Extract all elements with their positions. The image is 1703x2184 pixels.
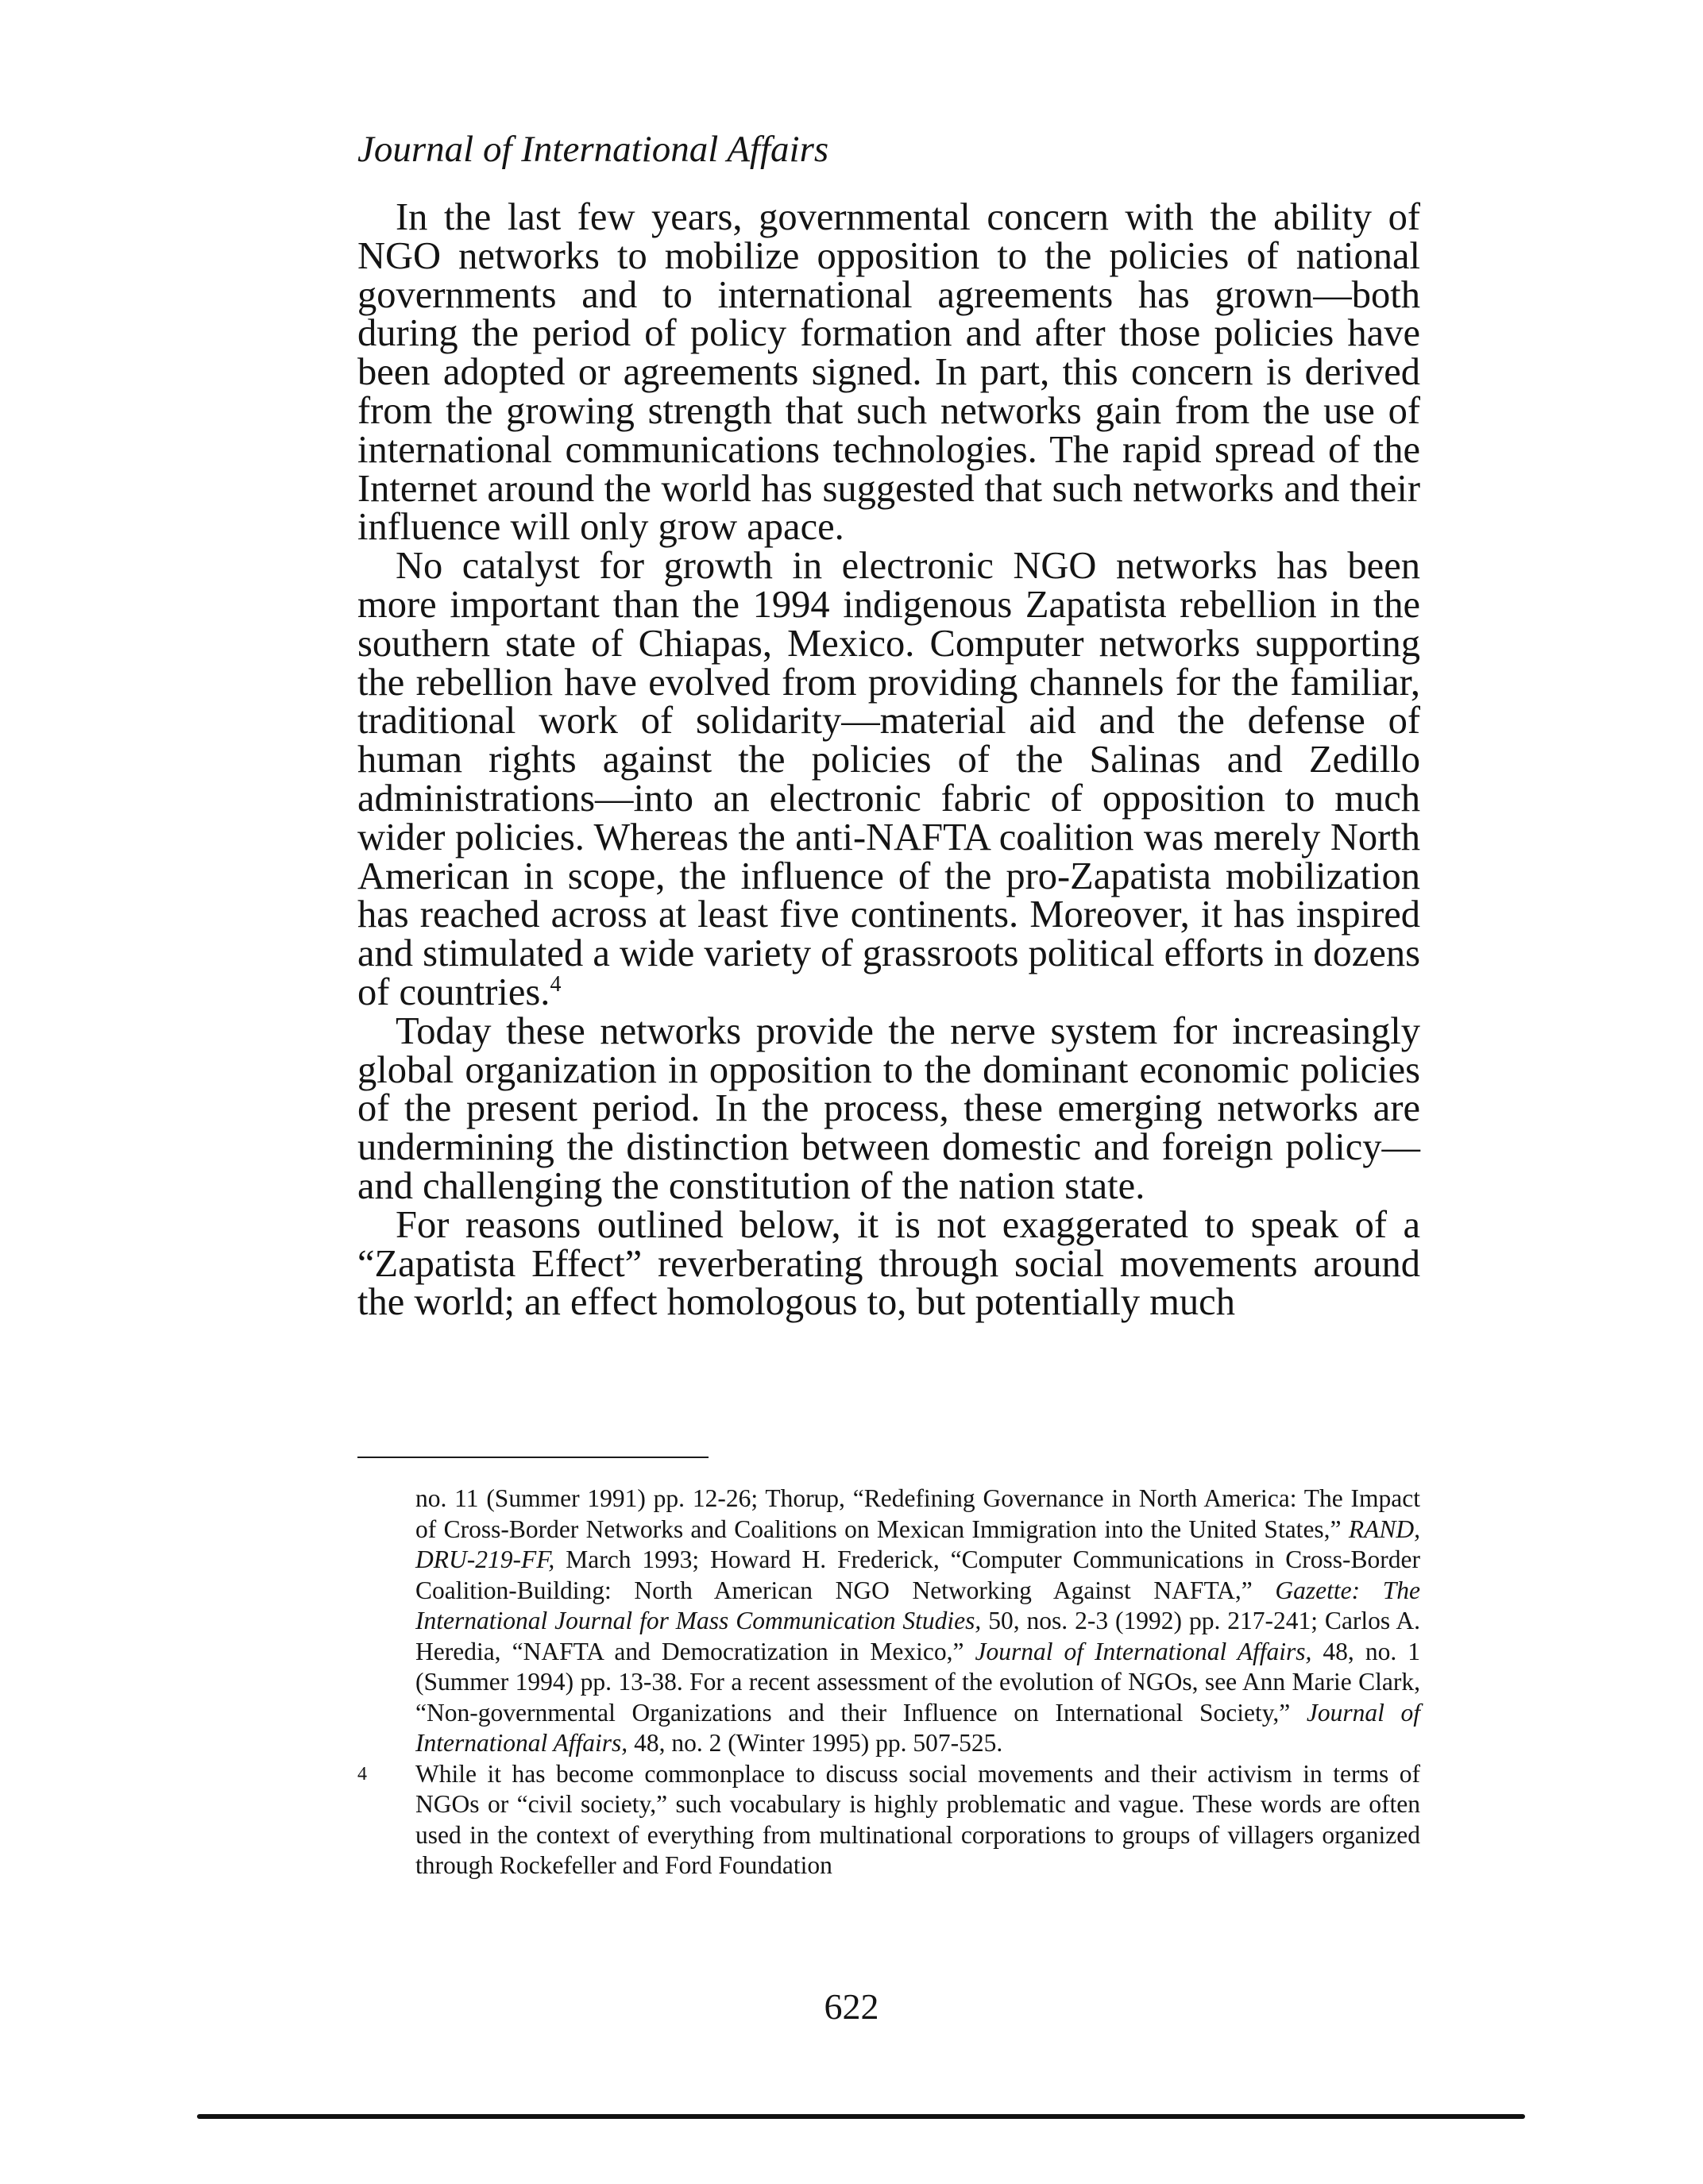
footnote-citation-italic: RAND, DRU-219-FF, [415,1515,1420,1573]
footnote-4 [357,1759,1420,1881]
paragraph-3: Today these networks provide the nerve system for increasingly global organization in opposition to the dominant economic policies of the present period. In the process, these emerging networks are undermining the distinction between domestic and foreign policy—and challenging the constitution of the nation state. [357,1009,1420,1207]
note-reference: 4 [550,971,562,997]
footnote-continued [415,1484,1420,1759]
footnote-text: 50, nos. 2-3 (1992) pp. 217-241; Carlos A. Heredia, “NAFTA and Democratization in Mexico,” [415,1607,1420,1665]
footnote-4-text: While it has become commonplace to discuss social movements and their activism in terms of NGOs or “civil society,” such vocabulary is highly problematic and vague. These words are often used in the context of everything from multinational corporations to groups of villagers organized through Rockefeller and Ford Foundation [415,1759,1420,1879]
footnote-citation-italic: Journal of International Affairs, [975,1637,1312,1665]
footnote-marker: 4 [357,1763,367,1785]
paragraph-2-text: No catalyst for growth in electronic NGO networks has been more important than the 1994 indigenous Zapatista rebellion in the southern state of Chiapas, Mexico. Computer networks supporting the rebellion have evolved from providing channels for the familiar, traditional work of solidarity—material aid and the defense of human rights against the policies of the Salinas and Zedillo administrations—into an electronic fabric of opposition to much wider policies. Whereas the anti-NAFTA coalition was merely North American in scope, the influence of the pro-Zapatista mobilization has reached across at least five continents. Moreover, it has inspired and stimulated a wide variety of grassroots political efforts in dozens of countries. [357,545,1420,1013]
running-head: Journal of International Affairs [357,129,829,170]
footnote-text: no. 11 (Summer 1991) pp. 12-26; Thorup, “Redefining Governance in North America: The Impact of Cross-Border Networks and Coalitions on Mexican Immigration into the United States,” [415,1484,1420,1543]
footnote-text: 48, no. 1 (Summer 1994) pp. 13-38. For a recent assessment of the evolution of NGOs, see Ann Marie Clark, “Non-governmental Organizations and their Influence on International Society,” [415,1637,1421,1727]
footnote-text: March 1993; Howard H. Frederick, “Computer Communications in Cross-Border Coalition-Building: North American NGO Networking Against NAFTA,” [415,1545,1420,1604]
body-text [357,196,1420,1324]
footnote-divider [357,1457,709,1458]
footnote-citation-italic: Gazette: The International Journal for Mass Communication Studies, [415,1576,1420,1634]
paragraph-4: For reasons outlined below, it is not exaggerated to speak of a “Zapatista Effect” reverberating through social movements around the world; an effect homologous to, but potentially much [357,1203,1420,1324]
bottom-scan-edge [197,2114,1525,2119]
footnote-citation-italic: Journal of International Affairs, [415,1698,1421,1757]
page-number: 622 [824,1986,879,2027]
footnotes [357,1484,1421,1881]
paragraph-2 [357,547,1420,1013]
paragraph-1: In the last few years, governmental concern with the ability of NGO networks to mobilize opposition to the policies of national governments and to international agreements has grown—both during the period of policy formation and after those policies have been adopted or agreements signed. In part, this concern is derived from the growing strength that such networks gain from the use of international communications technologies. The rapid spread of the Internet around the world has suggested that such networks and their influence will only grow apace. [357,196,1420,549]
footnote-text: 48, no. 2 (Winter 1995) pp. 507-525. [628,1729,1003,1757]
